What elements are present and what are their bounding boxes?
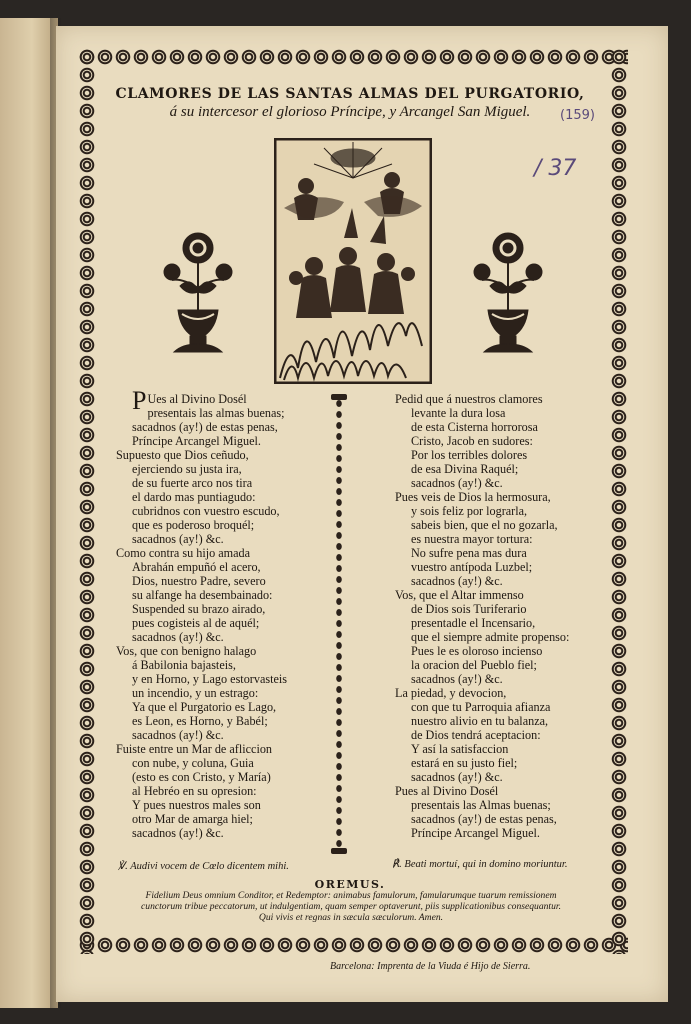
poem-line-text: sacadnos (ay!) de estas penas, <box>132 420 278 435</box>
poem-line <box>116 574 330 588</box>
border-right <box>610 48 628 954</box>
poem-line-text: de Dios tendrá aceptacion: <box>411 728 541 743</box>
prayer-text <box>112 890 590 923</box>
poem-line <box>116 742 330 756</box>
versicle: ℣. Audivi vocem de Cœlo dicentem mihi. <box>118 861 289 872</box>
poem-line <box>395 448 610 462</box>
page-title: CLAMORES DE LAS SANTAS ALMAS DEL PURGATORIO, <box>115 86 585 102</box>
poem-line-text: la oracion del Pueblo fiel; <box>411 658 537 673</box>
poem-line <box>395 434 610 448</box>
poem-line-text: sacadnos (ay!) &c. <box>411 574 503 589</box>
poem-line-text: (esto es con Cristo, y María) <box>132 770 271 785</box>
poem-line <box>116 756 330 770</box>
poem-line <box>116 714 330 728</box>
poem-line-text: un incendio, y un estrago: <box>132 686 259 701</box>
poem-line <box>116 770 330 784</box>
prayer-line: cunctorum tribue peccatorum, ut indulgentiam, quam semper optaverunt, piis supplicationibus consequantur. <box>141 901 561 912</box>
poem-line-text: Vos, que el Altar immenso <box>395 588 524 603</box>
poem-line-text: Ya que el Purgatorio es Lago, <box>132 700 277 715</box>
poem-line <box>395 490 610 504</box>
poem-line <box>116 504 330 518</box>
poem-line <box>116 658 330 672</box>
poem-line-text: de esta Cisterna horrorosa <box>411 420 538 435</box>
poem-line <box>116 784 330 798</box>
poem-line-text: Cristo, Jacob en sudores: <box>411 434 533 449</box>
poem-line-text: con que tu Parroquia afianza <box>411 700 551 715</box>
poem-line-text: Supuesto que Dios ceñudo, <box>116 448 249 463</box>
poem-line <box>395 532 610 546</box>
response: ℟. Beati mortuí, qui in domino moriuntur. <box>392 859 568 870</box>
poem-line-text: que el siempre admite propenso: <box>411 630 570 645</box>
poem-line <box>395 658 610 672</box>
poem-line <box>395 574 610 588</box>
poem-line <box>395 616 610 630</box>
poem-line-text: Pues veis de Dios la hermosura, <box>395 490 551 505</box>
poem-line <box>395 462 610 476</box>
poem-line-text: sacadnos (ay!) &c. <box>411 770 503 785</box>
poem-line-text: sacadnos (ay!) &c. <box>132 630 224 645</box>
poem-right-column <box>395 392 610 841</box>
poem-line-text: Príncipe Arcangel Miguel. <box>411 826 540 841</box>
drop-cap: P <box>132 386 147 415</box>
poem-line-text: y en Horno, y Lago estorvasteis <box>132 672 288 687</box>
poem-line <box>116 826 330 840</box>
poem-line-text: Y así la satisfaccion <box>411 742 509 757</box>
poem-line-text: sacadnos (ay!) &c. <box>411 476 503 491</box>
poem-line <box>116 560 330 574</box>
poem-line <box>395 476 610 490</box>
poem-line <box>116 462 330 476</box>
poem-line <box>116 546 330 560</box>
prayer-heading: OREMUS. <box>314 878 386 891</box>
poem-line-text: el dardo mas puntiagudo: <box>132 490 256 505</box>
poem-line-text: Ues al Divino Dosél <box>147 392 247 406</box>
poem-line <box>116 448 330 462</box>
poem-line-text: Príncipe Arcangel Miguel. <box>132 434 261 449</box>
poem-line-text: nuestro alivio en tu balanza, <box>411 714 549 729</box>
poem-line-text: Pues le es oloroso incienso <box>411 644 543 659</box>
poem-line <box>116 518 330 532</box>
border-top <box>78 48 628 66</box>
poem-line-text: otro Mar de amarga hiel; <box>132 812 253 827</box>
printer-imprint: Barcelona: Imprenta de la Viuda é Hijo de Sierra. <box>330 961 531 972</box>
handwritten-folio: / 37 <box>534 156 577 181</box>
poem-line <box>395 728 610 742</box>
poem-line-text: Y pues nuestros males son <box>132 798 261 813</box>
poem-line-text: levante la dura losa <box>411 406 506 421</box>
prayer-line: Fidelium Deus omnium Conditor, et Redemptor: animabus famulorum, famularumque tuarum remissionem <box>145 890 557 901</box>
poem-line-text: sacadnos (ay!) &c. <box>411 672 503 687</box>
poem-line-text: cubridnos con vuestro escudo, <box>132 504 280 519</box>
poem-line-text: Dios, nuestro Padre, severo <box>132 574 266 589</box>
poem-line <box>395 588 610 602</box>
poem-line <box>116 476 330 490</box>
poem-line <box>395 798 610 812</box>
poem-line <box>395 504 610 518</box>
border-left <box>78 48 96 954</box>
poem-line <box>116 616 330 630</box>
poem-line-text: y sois feliz por lograrla, <box>411 504 528 519</box>
poem-line <box>116 434 330 448</box>
poem-line-text: presentadle el Incensario, <box>411 616 536 631</box>
poem-line <box>116 630 330 644</box>
poem-line-text: es nuestra mayor tortura: <box>411 532 533 547</box>
poem-line <box>395 756 610 770</box>
poem-line-text: Abrahán empuñó el acero, <box>132 560 261 575</box>
poem-line <box>395 700 610 714</box>
poem-line-text: que es poderoso broquél; <box>132 518 255 533</box>
poem-line <box>395 560 610 574</box>
poem-line <box>116 798 330 812</box>
border-bottom <box>78 936 628 954</box>
poem-line <box>116 644 330 658</box>
poem-line <box>395 686 610 700</box>
poem-line-text: sacadnos (ay!) de estas penas, <box>411 812 557 827</box>
poem-line <box>116 406 330 420</box>
poem-line <box>395 672 610 686</box>
poem-line <box>395 812 610 826</box>
poem-line <box>116 532 330 546</box>
poem-line <box>395 742 610 756</box>
poem-line-text: estará en su justo fiel; <box>411 756 518 771</box>
poem-line <box>395 826 610 840</box>
poem-line-text: sacadnos (ay!) &c. <box>132 728 224 743</box>
poem-line <box>116 672 330 686</box>
poem-line-text: Pues al Divino Dosél <box>395 784 499 799</box>
poem-line-text: pues cogisteis al de aquél; <box>132 616 260 631</box>
poem-line <box>395 546 610 560</box>
poem-line-text: Vos, que con benigno halago <box>116 644 257 659</box>
flower-vase-icon <box>158 228 238 368</box>
poem-left-column <box>116 386 330 841</box>
poem-line <box>116 686 330 700</box>
poem-line <box>395 406 610 420</box>
poem-line-text: de su fuerte arco nos tira <box>132 476 253 491</box>
poem-line-text: de Dios sois Turiferario <box>411 602 527 617</box>
column-divider-chain <box>334 398 344 850</box>
poem-line-text: presentais las almas buenas; <box>147 406 285 421</box>
poem-line-text: es Leon, es Horno, y Babél; <box>132 714 268 729</box>
poem-line-text: La piedad, y devocion, <box>395 686 507 701</box>
poem-line <box>116 420 330 434</box>
poem-line-text: con nube, y coluna, Guia <box>132 756 254 771</box>
poem-line <box>116 700 330 714</box>
poem-line-text: Fuiste entre un Mar de afliccion <box>116 742 273 757</box>
page-subtitle: á su intercesor el glorioso Príncipe, y Arcangel San Miguel. <box>169 104 531 120</box>
flower-vase-icon <box>468 228 548 368</box>
poem-line-text: Por los terribles dolores <box>411 448 528 463</box>
poem-line <box>116 588 330 602</box>
poem-line-text: su alfange ha desembainado: <box>132 588 273 603</box>
poem-line <box>395 630 610 644</box>
poem-line-text: al Hebréo en su opresion: <box>132 784 257 799</box>
poem-line-text: vuestro antípoda Luzbel; <box>411 560 533 575</box>
poem-line-text: á Babilonia bajasteis, <box>132 658 236 673</box>
poem-line-text: No sufre pena mas dura <box>411 546 527 561</box>
poem-line <box>395 770 610 784</box>
poem-line-text: ejerciendo su justa ira, <box>132 462 242 477</box>
poem-line <box>395 784 610 798</box>
poem-line-text: Como contra su hijo amada <box>116 546 251 561</box>
prayer-line: Qui vivis et regnas in sæcula sæculorum. Amen. <box>258 912 444 923</box>
poem-line <box>395 420 610 434</box>
poem-line-text: sacadnos (ay!) &c. <box>132 532 224 547</box>
poem-line-text: de esa Divina Raquél; <box>411 462 519 477</box>
poem-line-text: Suspended su brazo airado, <box>132 602 266 617</box>
poem-line <box>116 602 330 616</box>
poem-line <box>395 602 610 616</box>
poem-line <box>116 728 330 742</box>
souls-in-purgatory-woodcut <box>274 138 432 384</box>
poem-line-text: sabeis bien, que el no gozarla, <box>411 518 558 533</box>
poem-line <box>395 714 610 728</box>
poem-line <box>395 518 610 532</box>
poem-line <box>395 644 610 658</box>
poem-line <box>395 392 610 406</box>
poem-line <box>116 490 330 504</box>
poem-line-text: Pedid que á nuestros clamores <box>395 392 543 406</box>
poem-line-text: presentais las Almas buenas; <box>411 798 551 813</box>
poem-line <box>116 812 330 826</box>
poem-line-text: sacadnos (ay!) &c. <box>132 826 224 841</box>
column-divider-cap <box>331 848 347 854</box>
handwritten-number: (159) <box>560 108 595 123</box>
